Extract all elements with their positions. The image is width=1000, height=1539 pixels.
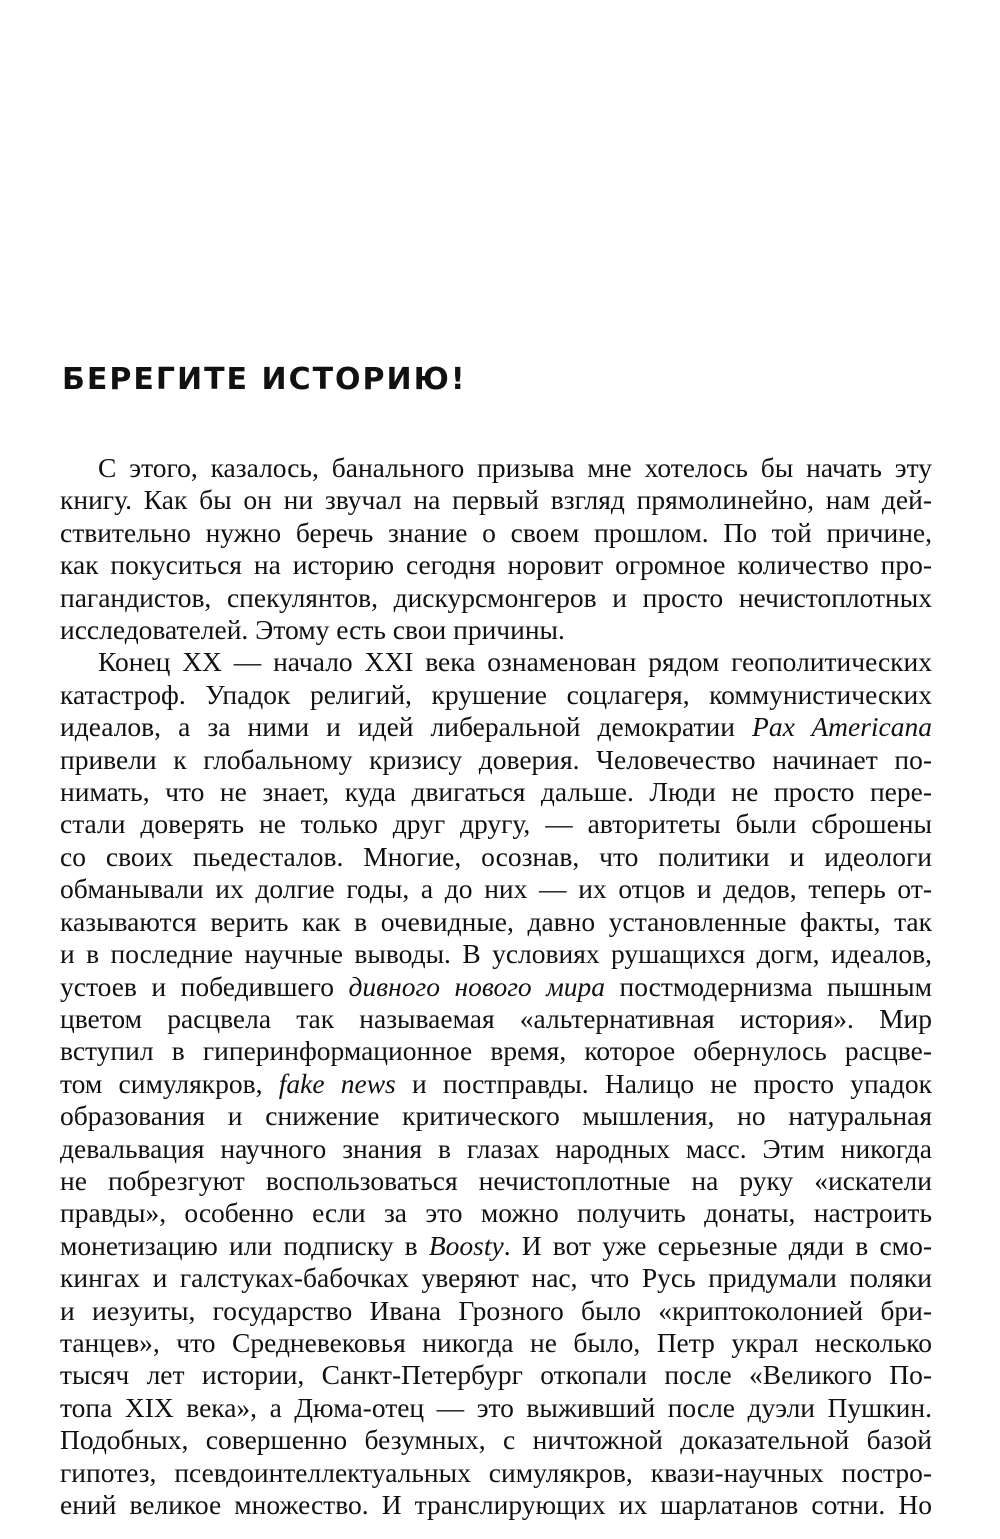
- text-segment: постмодернизма пышным: [605, 970, 932, 1002]
- text-segment: монетизацию или подписку в: [60, 1229, 429, 1261]
- italic-text: fake news: [278, 1067, 396, 1099]
- text-line: [60, 549, 932, 581]
- text-segment: казываются верить как в очевидные, давно установленные факты, так: [60, 905, 932, 937]
- text-segment: цветом расцвела так называемая «альтернативная история». Мир: [60, 1002, 932, 1034]
- text-line: [60, 841, 932, 873]
- text-segment: идеалов, а за ними и идей либеральной демократии: [60, 711, 753, 743]
- text-segment: танцев», что Средневековья никогда не было, Петр украл несколько: [60, 1326, 932, 1358]
- italic-text: дивного нового мира: [348, 970, 605, 1002]
- text-segment: вступил в гиперинформационное время, которое обернулось расцве-: [60, 1035, 932, 1067]
- text-segment: Конец XX — начало XXI века ознаменован рядом геополитических: [98, 646, 932, 678]
- chapter-body-text: [60, 452, 932, 1521]
- text-segment: не побрезгуют воспользоваться нечистоплотные на руку «искатели: [60, 1164, 932, 1196]
- text-line: [60, 646, 932, 678]
- text-line: [60, 679, 932, 711]
- text-segment: стали доверять не только друг другу, — авторитеты были сброшены: [60, 808, 932, 840]
- text-line: [60, 971, 932, 1003]
- text-line: [60, 1133, 932, 1165]
- text-segment: обманывали их долгие годы, а до них — их отцов и дедов, теперь от-: [60, 873, 932, 905]
- text-line: [60, 873, 932, 905]
- text-line: [60, 1327, 932, 1359]
- text-segment: топа XIX века», а Дюма-отец — это выживший после дуэли Пушкин.: [60, 1391, 932, 1423]
- text-line: [60, 1392, 932, 1424]
- text-line: [60, 1035, 932, 1067]
- text-line: [60, 744, 932, 776]
- text-segment: катастроф. Упадок религий, крушение соцлагеря, коммунистических: [60, 678, 932, 710]
- text-segment: пагандистов, спекулянтов, дискурсмонгеров и просто нечистоплотных: [60, 581, 932, 613]
- text-line: [60, 711, 932, 743]
- paragraph: [60, 646, 932, 1521]
- text-line: [60, 1068, 932, 1100]
- text-line: [60, 1197, 932, 1229]
- text-segment: том симулякров,: [60, 1067, 279, 1099]
- text-line: [60, 1457, 932, 1489]
- text-segment: образования и снижение критического мышления, но натуральная: [60, 1100, 932, 1132]
- text-line: [60, 906, 932, 938]
- text-segment: . И вот уже серьезные дяди в смо-: [503, 1229, 932, 1261]
- text-segment: и постправды. Налицо не просто упадок: [395, 1067, 932, 1099]
- italic-text: Boosty: [428, 1229, 504, 1261]
- text-segment: исследователей. Этому есть свои причины.: [60, 614, 565, 646]
- text-segment: ствительно нужно беречь знание о своем прошлом. По той причине,: [60, 516, 932, 548]
- text-line: [60, 938, 932, 970]
- text-line: [60, 1295, 932, 1327]
- text-line: [60, 1165, 932, 1197]
- text-line: [60, 517, 932, 549]
- text-segment: С этого, казалось, банального призыва мне хотелось бы начать эту: [98, 452, 932, 483]
- chapter-heading: БЕРЕГИТЕ ИСТОРИЮ!: [62, 362, 467, 397]
- text-segment: и иезуиты, государство Ивана Грозного было «криптоколонией бри-: [60, 1294, 932, 1326]
- text-segment: со своих пьедесталов. Многие, осознав, что политики и идеологи: [60, 840, 932, 872]
- text-segment: правды», особенно если за это можно получить донаты, настроить: [60, 1197, 932, 1229]
- text-segment: как покуситься на историю сегодня норовит огромное количество про-: [60, 549, 932, 581]
- text-line: [60, 452, 932, 484]
- text-segment: тысяч лет истории, Санкт-Петербург откопали после «Великого По-: [60, 1359, 932, 1391]
- text-line: [60, 1230, 932, 1262]
- text-segment: ений великое множество. И транслирующих их шарлатанов сотни. Но: [60, 1489, 932, 1520]
- text-line: [60, 614, 932, 646]
- text-segment: книгу. Как бы он ни звучал на первый взгляд прямолинейно, нам дей-: [60, 484, 932, 516]
- text-line: [60, 582, 932, 614]
- text-segment: девальвация научного знания в глазах народных масс. Этим никогда: [60, 1132, 932, 1164]
- text-segment: нимать, что не знает, куда двигаться дальше. Люди не просто пере-: [60, 776, 932, 808]
- text-line: [60, 776, 932, 808]
- text-segment: устоев и победившего: [60, 970, 349, 1002]
- italic-text: Pax Americana: [752, 711, 932, 743]
- text-line: [60, 1489, 932, 1521]
- text-line: [60, 1424, 932, 1456]
- paragraph: [60, 452, 932, 646]
- text-segment: Подобных, совершенно безумных, с ничтожной доказательной базой: [60, 1424, 932, 1456]
- text-segment: и в последние научные выводы. В условиях рушащихся догм, идеалов,: [60, 938, 932, 970]
- text-line: [60, 484, 932, 516]
- text-segment: привели к глобальному кризису доверия. Человечество начинает по-: [60, 743, 932, 775]
- text-segment: кингах и галстуках-бабочках уверяют нас, что Русь придумали поляки: [60, 1262, 932, 1294]
- text-line: [60, 1262, 932, 1294]
- text-line: [60, 808, 932, 840]
- text-line: [60, 1100, 932, 1132]
- text-segment: гипотез, псевдоинтеллектуальных симулякров, квази-научных постро-: [60, 1456, 932, 1488]
- text-line: [60, 1359, 932, 1391]
- text-line: [60, 1003, 932, 1035]
